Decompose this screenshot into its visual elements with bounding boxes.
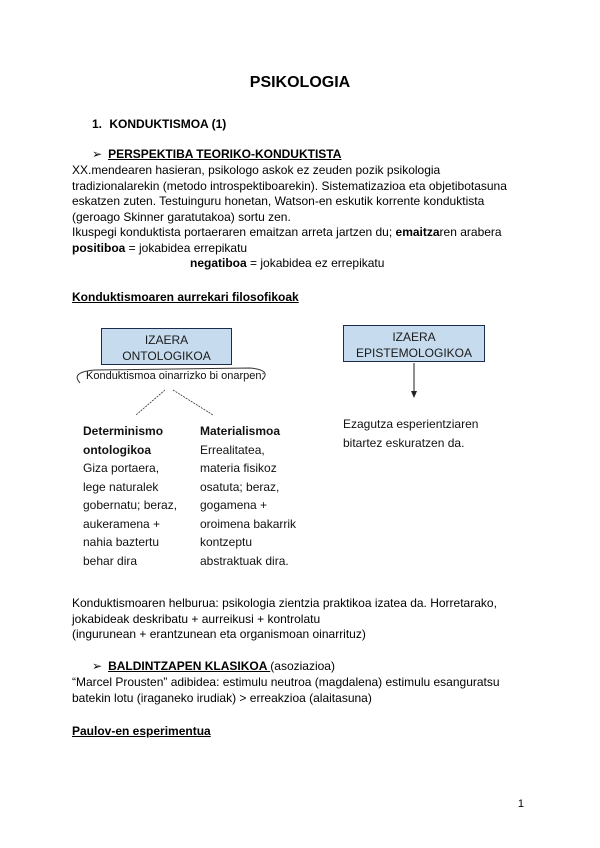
column-title: ontologikoa	[83, 442, 151, 457]
column-line: gogamena +	[200, 498, 268, 512]
column-line: lege naturalek	[83, 479, 159, 494]
column-line: kontzeptu	[200, 535, 253, 549]
paragraph-line	[72, 256, 542, 272]
column-line: Errealitatea,	[200, 442, 265, 457]
line-text: = jokabidea errepikatu	[125, 240, 248, 255]
line-tail: ren arabera	[439, 225, 502, 239]
box-line: IZAERA	[144, 333, 189, 347]
subsection-heading-baldintzapen	[92, 659, 335, 673]
baldintzapen-paragraph	[72, 675, 542, 706]
bold-term-emaitza: emaitza	[395, 225, 440, 239]
column-line: bitartez eskuratzen da.	[343, 435, 465, 450]
helburua-paragraph	[72, 596, 542, 643]
arrow-bullet-icon: ➢	[92, 659, 103, 673]
paragraph-line: (ingurunean + erantzunean eta organismoan oinarrituz)	[72, 627, 366, 641]
paragraph-line: XX.mendearen hasieran, psikologo askok ez zeuden pozik psikologia	[72, 163, 441, 177]
column-line: oroimena bakarrik	[200, 516, 297, 531]
ezagutza-column	[343, 415, 513, 452]
izaera-epistemologikoa-box	[343, 325, 485, 362]
paragraph-line: (geroago Skinner garatutakoa) sortu zen.	[72, 209, 291, 224]
page-number: 1	[517, 798, 524, 810]
section-number: 1.	[92, 117, 103, 131]
connector-right	[173, 390, 213, 415]
perspektiba-paragraph	[72, 163, 542, 272]
paragraph-line: jokabideak deskribatu + aurreikusi + kontrolatu	[72, 611, 321, 626]
column-line: gobernatu; beraz,	[83, 498, 178, 512]
aurrekariak-heading: Konduktismoaren aurrekari filosofikoak	[72, 290, 299, 304]
determinismo-column	[83, 422, 198, 570]
section-label: KONDUKTISMOA (1)	[109, 117, 227, 131]
column-line: aukeramena +	[83, 516, 161, 531]
column-title: Determinismo	[83, 424, 164, 438]
column-line: Giza portaera,	[83, 461, 160, 475]
column-line: behar dira	[83, 553, 138, 568]
column-line: Ezagutza esperientziaren	[343, 417, 479, 431]
paragraph-line: “Marcel Prousten” adibidea: estimulu neutroa (magdalena) estimulu esanguratsu	[72, 675, 500, 689]
pavlov-heading: Paulov-en esperimentua	[72, 724, 211, 738]
column-line: osatuta; beraz,	[200, 479, 280, 494]
column-title: Materialismoa	[200, 424, 281, 438]
subsection-title: PERSPEKTIBA TEORIKO-KONDUKTISTA	[108, 147, 342, 161]
subsection-heading-perspektiba	[92, 147, 341, 161]
diagram-caption: Konduktismoa oinarrizko bi onarpen:	[86, 370, 265, 382]
box-line: EPISTEMOLOGIKOA	[355, 346, 473, 360]
subsection-title: BALDINTZAPEN KLASIKOA	[108, 659, 271, 673]
box-line: ONTOLOGIKOA	[122, 349, 211, 363]
column-line: nahia baztertu	[83, 535, 160, 549]
paragraph-line	[72, 241, 542, 257]
materialismoa-column	[200, 422, 315, 570]
column-line: abstraktuak dira.	[200, 553, 289, 568]
izaera-ontologikoa-box	[101, 328, 232, 365]
bold-term-positiboa: positiboa	[72, 240, 126, 255]
box-line: IZAERA	[392, 330, 436, 344]
section-heading-konduktismoa	[92, 117, 226, 131]
down-arrow-head	[411, 391, 417, 398]
paragraph-line: tradizionalarekin (metodo introspektiboarekin). Sistematizazioa eta objetibotasuna	[72, 178, 507, 193]
line-text: Ikuspegi konduktista portaeraren emaitzan arreta jartzen du;	[72, 225, 396, 239]
column-line: materia fisikoz	[200, 461, 277, 475]
arrow-bullet-icon: ➢	[92, 147, 103, 161]
subsection-suffix: (asoziazioa)	[270, 659, 335, 673]
line-text: = jokabidea ez errepikatu	[246, 256, 385, 270]
connector-left	[136, 390, 165, 415]
bold-term-negatiboa: negatiboa	[190, 256, 247, 270]
paragraph-line	[72, 225, 542, 241]
paragraph-line: Konduktismoaren helburua: psikologia zientzia praktikoa izatea da. Horretarako,	[72, 596, 497, 610]
paragraph-line: eskatzen zuten. Testuinguru honetan, Watson-en eskutik korrente konduktista	[72, 194, 485, 208]
paragraph-line: batekin lotu (iraganeko irudiak) > erreakzioa (alaitasuna)	[72, 690, 372, 705]
page-title: PSIKOLOGIA	[249, 74, 351, 91]
